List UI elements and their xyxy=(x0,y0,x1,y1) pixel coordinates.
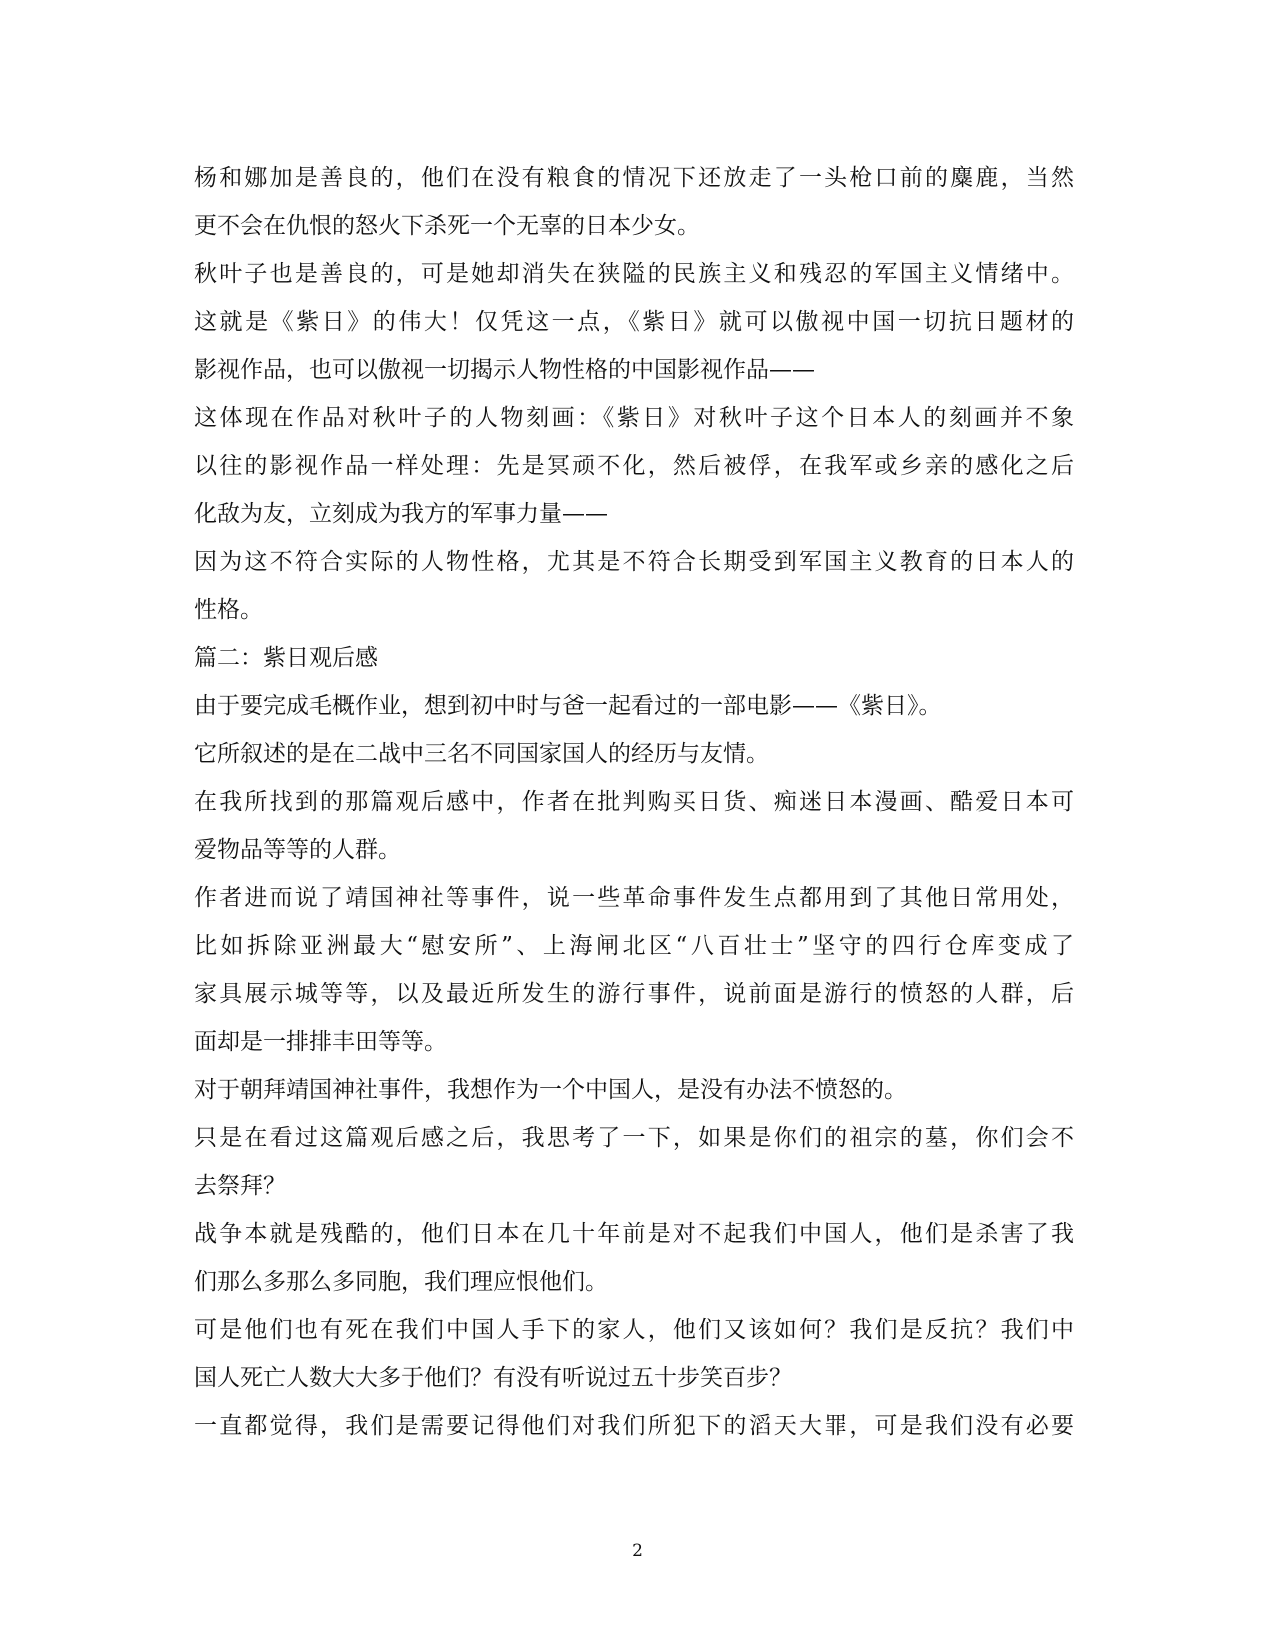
text-line: 篇二：紫日观后感 xyxy=(194,645,378,671)
text-line: 更不会在仇恨的怒火下杀死一个无辜的日本少女。 xyxy=(194,213,700,239)
text-line: 一直都觉得，我们是需要记得他们对我们所犯下的滔天大罪，可是我们没有必要 xyxy=(194,1413,1074,1439)
text-line: 们那么多那么多同胞，我们理应恨他们。 xyxy=(194,1269,608,1295)
text-line: 比如拆除亚洲最大“慰安所”、上海闸北区“八百壮士”坚守的四行仓库变成了 xyxy=(194,933,1074,959)
text-line: 性格。 xyxy=(194,597,263,623)
text-line: 战争本就是残酷的，他们日本在几十年前是对不起我们中国人，他们是杀害了我 xyxy=(194,1221,1074,1247)
text-line: 只是在看过这篇观后感之后，我思考了一下，如果是你们的祖宗的墓，你们会不 xyxy=(194,1125,1074,1151)
text-line: 这体现在作品对秋叶子的人物刻画：《紫日》对秋叶子这个日本人的刻画并不象 xyxy=(194,405,1074,431)
text-line: 在我所找到的那篇观后感中，作者在批判购买日货、痴迷日本漫画、酷爱日本可 xyxy=(194,789,1074,815)
text-line: 可是他们也有死在我们中国人手下的家人，他们又该如何？我们是反抗？我们中 xyxy=(194,1317,1074,1343)
text-line: 对于朝拜靖国神社事件，我想作为一个中国人，是没有办法不愤怒的。 xyxy=(194,1077,907,1103)
text-line: 秋叶子也是善良的，可是她却消失在狭隘的民族主义和残忍的军国主义情绪中。 xyxy=(194,261,1074,287)
document-body xyxy=(194,154,1074,1450)
text-line: 因为这不符合实际的人物性格，尤其是不符合长期受到军国主义教育的日本人的 xyxy=(194,549,1074,575)
text-line: 去祭拜？ xyxy=(194,1173,286,1199)
text-line: 化敌为友，立刻成为我方的军事力量—— xyxy=(194,501,608,527)
text-line: 影视作品，也可以傲视一切揭示人物性格的中国影视作品—— xyxy=(194,357,815,383)
text-line: 家具展示城等等，以及最近所发生的游行事件，说前面是游行的愤怒的人群，后 xyxy=(194,981,1074,1007)
text-line: 它所叙述的是在二战中三名不同国家国人的经历与友情。 xyxy=(194,741,769,767)
text-line: 以往的影视作品一样处理：先是冥顽不化，然后被俘，在我军或乡亲的感化之后 xyxy=(194,453,1074,479)
text-line: 杨和娜加是善良的，他们在没有粮食的情况下还放走了一头枪口前的麋鹿，当然 xyxy=(194,165,1074,191)
text-line: 作者进而说了靖国神社等事件，说一些革命事件发生点都用到了其他日常用处， xyxy=(194,885,1074,911)
page-number: 2 xyxy=(632,1541,643,1561)
text-line: 面却是一排排丰田等等。 xyxy=(194,1029,447,1055)
text-line: 爱物品等等的人群。 xyxy=(194,837,401,863)
text-line: 由于要完成毛概作业，想到初中时与爸一起看过的一部电影——《紫日》。 xyxy=(194,693,942,719)
text-line: 国人死亡人数大大多于他们？有没有听说过五十步笑百步？ xyxy=(194,1365,792,1391)
text-line: 这就是《紫日》的伟大！仅凭这一点，《紫日》就可以傲视中国一切抗日题材的 xyxy=(194,309,1074,335)
